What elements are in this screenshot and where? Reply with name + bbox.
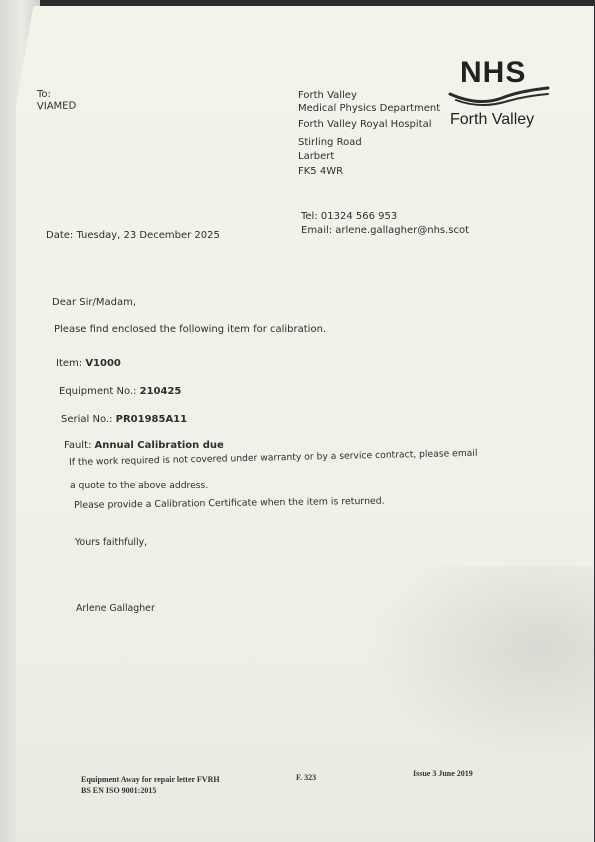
nhs-logo-wordmark: NHS bbox=[460, 56, 527, 89]
fault-value: Annual Calibration due bbox=[94, 440, 224, 451]
item-label: Item: bbox=[56, 358, 86, 369]
page-shadow bbox=[366, 566, 595, 766]
address-line-5: Larbert bbox=[298, 151, 335, 162]
footer-doc-title: Equipment Away for repair letter FVRH bbox=[81, 775, 220, 784]
closing: Yours faithfully, bbox=[75, 537, 148, 548]
nhs-logo bbox=[446, 56, 554, 134]
fault-label: Fault: bbox=[64, 440, 95, 451]
address-line-4: Stirling Road bbox=[298, 137, 362, 148]
address-line-2: Medical Physics Department bbox=[298, 103, 441, 114]
address-line-1: Forth Valley bbox=[298, 90, 357, 101]
recipient-name: VIAMED bbox=[36, 100, 77, 113]
footer-issue: Issue 3 June 2019 bbox=[413, 769, 473, 778]
contact-email: Email: arlene.gallagher@nhs.scot bbox=[301, 225, 470, 236]
intro-sentence: Please find enclosed the following item for calibration. bbox=[54, 324, 327, 335]
fault-field bbox=[64, 440, 224, 452]
signatory-name: Arlene Gallagher bbox=[76, 603, 155, 614]
footer-standard: BS EN ISO 9001:2015 bbox=[81, 786, 157, 795]
address-line-6: FK5 4WR bbox=[298, 166, 344, 177]
serial-label: Serial No.: bbox=[61, 414, 116, 425]
certificate-request: Please provide a Calibration Certificate when the item is returned. bbox=[74, 495, 385, 511]
nhs-swoosh-icon bbox=[448, 86, 552, 108]
equipment-value: 210425 bbox=[139, 386, 182, 397]
recipient-label: To: bbox=[37, 89, 51, 100]
serial-field bbox=[61, 414, 187, 426]
item-value: V1000 bbox=[85, 358, 121, 369]
salutation: Dear Sir/Madam, bbox=[52, 297, 137, 308]
warranty-sentence-line-2: a quote to the above address. bbox=[70, 480, 209, 491]
letter-date: Date: Tuesday, 23 December 2025 bbox=[46, 230, 220, 241]
warranty-sentence-line-1: If the work required is not covered under warranty or by a service contract, please email bbox=[69, 447, 478, 468]
equipment-field bbox=[59, 386, 181, 398]
footer-form-number: F. 323 bbox=[296, 773, 317, 782]
address-line-3: Forth Valley Royal Hospital bbox=[298, 119, 432, 130]
contact-tel: Tel: 01324 566 953 bbox=[301, 211, 398, 222]
item-field bbox=[56, 358, 121, 370]
equipment-label: Equipment No.: bbox=[59, 386, 140, 397]
nhs-logo-org-name: Forth Valley bbox=[450, 111, 535, 128]
serial-value: PR01985A11 bbox=[115, 414, 188, 425]
